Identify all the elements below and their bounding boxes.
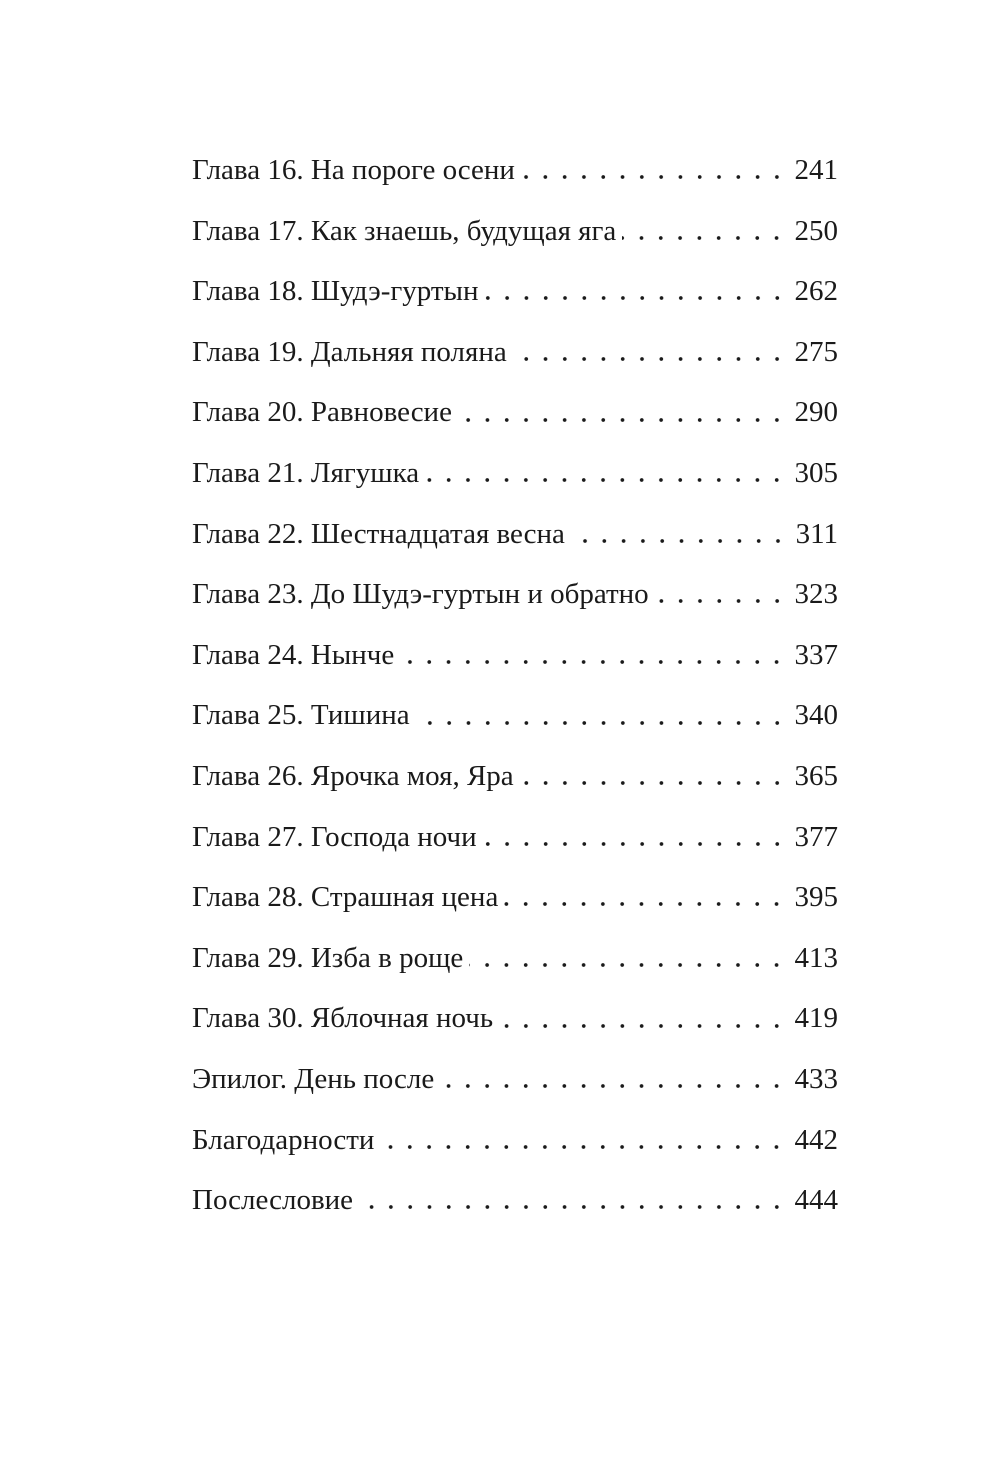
toc-entry [192,928,838,989]
toc-entry-title: Глава 29. Изба в роще [192,941,464,974]
toc-entry-title: Глава 25. Тишина [192,699,410,732]
toc-entry-page: 241 [794,154,838,186]
toc-entry-title: Глава 17. Как знаешь, будущая яга [192,214,617,247]
toc-entry-title: Глава 21. Лягушка [192,456,420,489]
toc-entry-title: Глава 23. До Шудэ-гуртын и обратно [192,578,649,611]
dot-leader [655,597,787,605]
toc-entry-page: 433 [794,1062,838,1095]
toc-entry-page: 413 [794,941,838,974]
toc-entry-page: 275 [794,335,838,368]
dot-leader [513,355,787,363]
toc-entry-page: 395 [794,881,838,914]
toc-entry [192,1170,838,1231]
toc-entry-page: 442 [794,1123,838,1156]
toc-entry [192,1110,838,1171]
toc-entry [192,261,838,322]
toc-entry [192,322,838,383]
dot-leader [469,961,786,969]
toc-entry [192,625,838,686]
toc-entry-page: 323 [794,578,838,611]
toc-entry [192,807,838,868]
dot-leader [499,1022,786,1030]
dot-leader [622,234,786,242]
toc-entry-title: Глава 20. Равновесие [192,396,452,429]
toc-entry [192,1049,838,1110]
toc-entry-title: Глава 27. Господа ночи [192,820,477,853]
toc-entry-page: 290 [794,396,838,429]
toc-entry-title: Благодарности [192,1123,375,1156]
toc-entry-page: 311 [795,517,838,550]
toc-entry-page: 365 [794,759,838,792]
toc-entry [192,685,838,746]
toc-entry-title: Послесловие [192,1184,354,1217]
dot-leader [504,900,786,908]
dot-leader [440,1082,786,1090]
toc-entry [192,443,838,504]
toc-entry [192,382,838,443]
dot-leader [458,416,787,424]
dot-leader [485,294,787,302]
dot-leader [483,840,787,848]
toc-entry-title: Глава 16. На пороге осени [192,154,515,186]
toc-entry-page: 337 [794,638,838,671]
toc-entry-page: 444 [794,1184,838,1217]
dot-leader [425,476,786,484]
dot-leader [520,779,787,787]
dot-leader [359,1203,786,1211]
dot-leader [571,537,788,545]
toc-entry-title: Глава 22. Шестнадцатая весна [192,517,565,550]
toc-entry-title: Глава 19. Дальняя поляна [192,335,507,368]
toc-entry-page: 262 [794,275,838,308]
toc-entry-title: Глава 28. Страшная цена [192,881,499,914]
toc-entry-title: Глава 18. Шудэ-гуртын [192,275,479,308]
toc-entry-page: 340 [794,699,838,732]
toc-entry-title: Глава 26. Ярочка моя, Яра [192,759,514,792]
dot-leader [521,173,787,181]
toc-entry-title: Глава 24. Нынче [192,638,395,671]
dot-leader [416,719,787,727]
dot-leader [380,1143,786,1151]
toc-entry-title: Эпилог. День после [192,1062,435,1095]
toc-entry [192,504,838,565]
toc-entry [192,867,838,928]
toc-entry [192,746,838,807]
toc-entry-page: 250 [794,214,838,247]
toc-entry [192,564,838,625]
dot-leader [400,658,786,666]
toc-entry-title: Глава 30. Яблочная ночь [192,1002,494,1035]
table-of-contents [192,140,838,1231]
toc-entry-page: 419 [794,1002,838,1035]
toc-entry-page: 377 [794,820,838,853]
toc-entry-page: 305 [794,456,838,489]
toc-entry [192,201,838,262]
toc-entry [192,140,838,201]
toc-entry [192,988,838,1049]
